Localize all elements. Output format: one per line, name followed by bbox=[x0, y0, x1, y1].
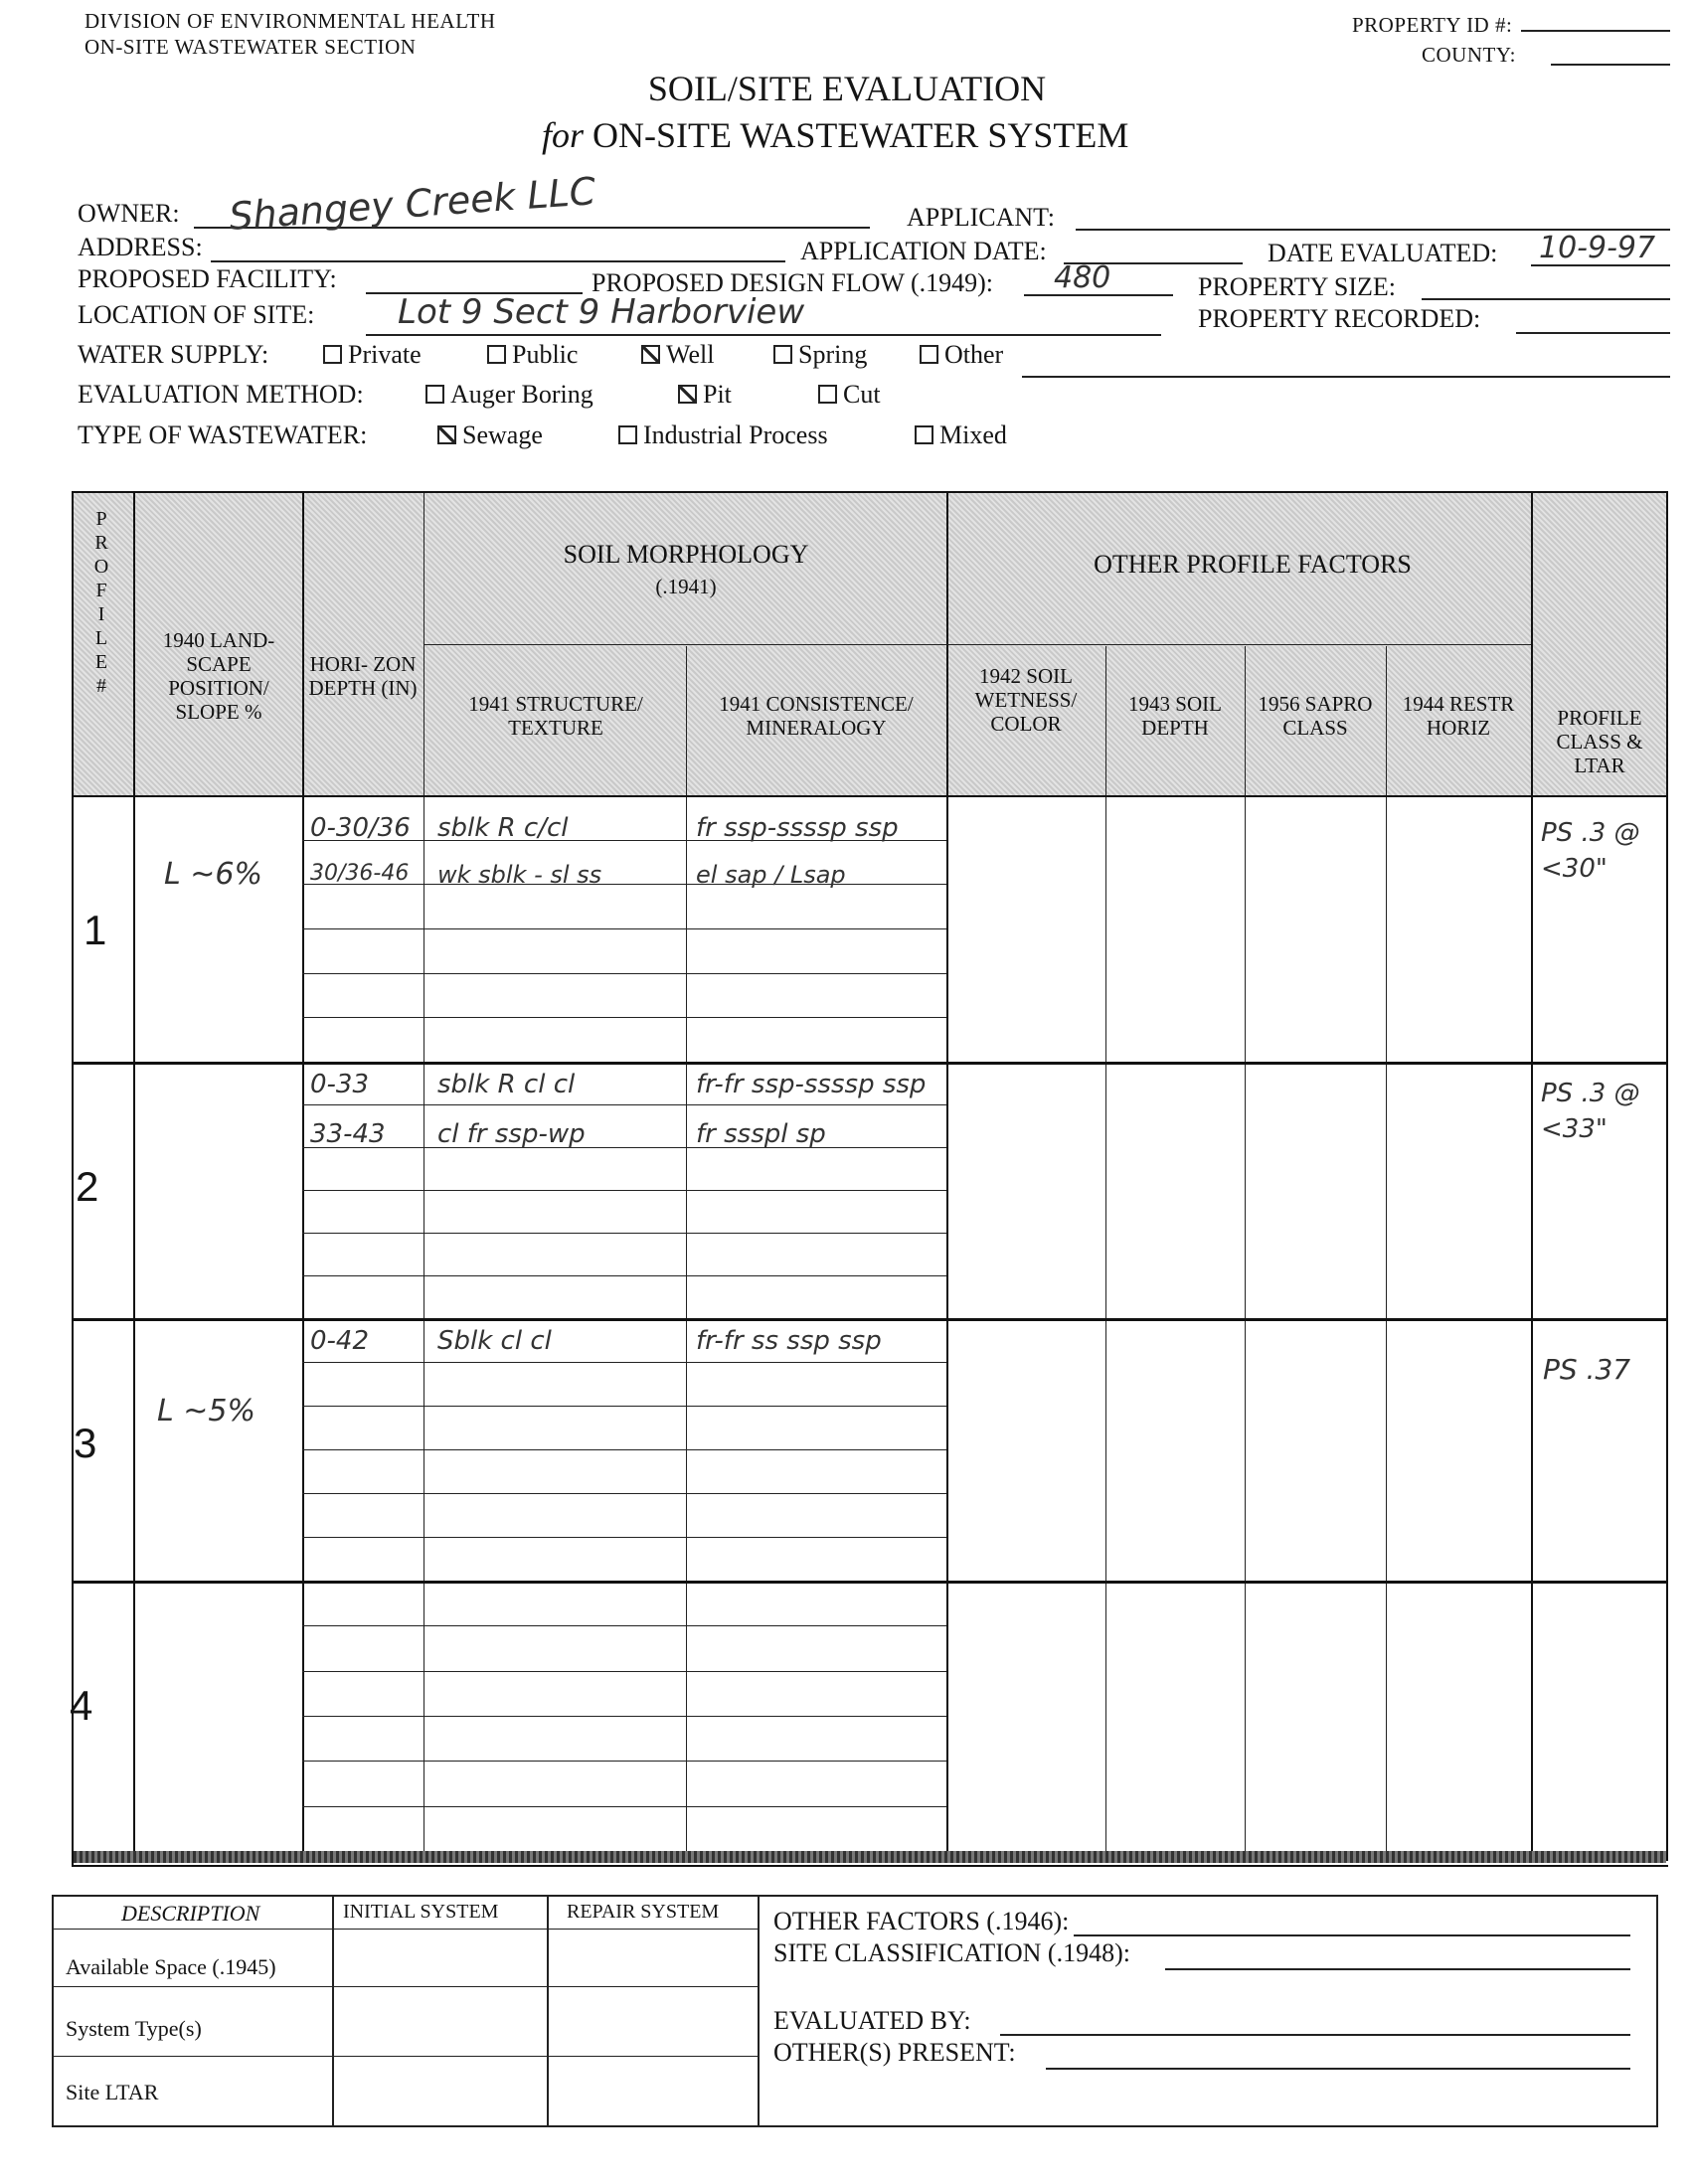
horizon-consistence: fr-fr ss ssp ssp bbox=[696, 1326, 882, 1356]
date-evaluated-value: 10-9-97 bbox=[1539, 231, 1656, 265]
header-soil-morphology: SOIL MORPHOLOGY bbox=[563, 540, 809, 569]
evaluation-method-label: EVALUATION METHOD: bbox=[78, 380, 364, 409]
profile-landscape: L ~5% bbox=[157, 1394, 255, 1428]
header-consistence: 1941 CONSISTENCE/ MINERALOGY bbox=[719, 692, 914, 740]
header-profile-class: PROFILE CLASS & LTAR bbox=[1556, 706, 1643, 777]
header-wetness: 1942 SOIL WETNESS/ COLOR bbox=[974, 664, 1078, 736]
property-id-label: PROPERTY ID #: bbox=[1352, 13, 1513, 37]
horizon-row-line bbox=[302, 1233, 946, 1234]
horizon-consistence: el sap / Lsap bbox=[696, 861, 846, 889]
col-divider bbox=[1386, 646, 1387, 1861]
horizon-row-line bbox=[302, 973, 946, 974]
design-flow-value: 480 bbox=[1054, 260, 1111, 295]
checkbox-other[interactable] bbox=[920, 340, 1003, 370]
location-label: LOCATION OF SITE: bbox=[78, 300, 315, 329]
checkbox-industrial-label: Industrial Process bbox=[643, 420, 828, 449]
horizon-structure: sblk R c/cl bbox=[437, 813, 569, 843]
location-field[interactable] bbox=[366, 334, 1161, 336]
checkbox-public[interactable] bbox=[487, 340, 578, 370]
checkbox-pit[interactable] bbox=[678, 380, 732, 410]
horizon-row-line bbox=[302, 1671, 946, 1672]
form-subtitle bbox=[542, 114, 1128, 156]
checkbox-sewage-label: Sewage bbox=[462, 420, 543, 449]
checkbox-pit-label: Pit bbox=[703, 380, 732, 409]
header-soil-depth: 1943 SOIL DEPTH bbox=[1128, 692, 1222, 740]
address-field[interactable] bbox=[211, 260, 785, 262]
checkbox-industrial[interactable] bbox=[618, 420, 828, 450]
horizon-depth: 33-43 bbox=[310, 1119, 386, 1149]
site-classification-field[interactable] bbox=[1165, 1968, 1630, 1970]
checkbox-well-label: Well bbox=[666, 340, 715, 369]
subtitle-main: ON-SITE WASTEWATER SYSTEM bbox=[593, 115, 1129, 155]
division-line-1: DIVISION OF ENVIRONMENTAL HEALTH bbox=[85, 9, 496, 33]
checkbox-sewage-box[interactable] bbox=[437, 425, 456, 444]
property-id-field[interactable] bbox=[1521, 30, 1670, 32]
profile-number: 4 bbox=[70, 1682, 93, 1729]
header-profile: P R O F I L E # bbox=[93, 508, 109, 697]
horizon-row-line bbox=[302, 1449, 946, 1450]
evaluated-by-field[interactable] bbox=[1000, 2034, 1630, 2036]
header-restr: 1944 RESTR HORIZ bbox=[1402, 692, 1515, 740]
profile-class: PS .3 @ <30" bbox=[1541, 818, 1640, 884]
date-evaluated-label: DATE EVALUATED: bbox=[1268, 239, 1498, 267]
owner-label: OWNER: bbox=[78, 199, 180, 228]
water-supply-label: WATER SUPPLY: bbox=[78, 340, 269, 369]
others-present-label: OTHER(S) PRESENT: bbox=[773, 2038, 1016, 2067]
horizon-row-line bbox=[302, 928, 946, 929]
division-line-2: ON-SITE WASTEWATER SECTION bbox=[85, 35, 417, 59]
application-date-label: APPLICATION DATE: bbox=[800, 237, 1047, 265]
table-bottom-border bbox=[74, 1851, 1666, 1863]
others-present-field[interactable] bbox=[1046, 2068, 1630, 2070]
col-divider bbox=[133, 493, 135, 1861]
profile-separator bbox=[74, 1062, 1666, 1065]
col-divider bbox=[946, 493, 948, 1861]
form-title: SOIL/SITE EVALUATION bbox=[647, 69, 1047, 108]
checkbox-other-label: Other bbox=[944, 340, 1004, 369]
header-divider bbox=[424, 644, 1531, 645]
horizon-structure: sblk R cl cl bbox=[437, 1070, 576, 1099]
col-divider bbox=[1105, 646, 1106, 1861]
checkbox-cut-label: Cut bbox=[843, 380, 881, 409]
location-value: Lot 9 Sect 9 Harborview bbox=[398, 292, 805, 332]
checkbox-pit-box[interactable] bbox=[678, 385, 697, 404]
row-available-space: Available Space (.1945) bbox=[66, 1954, 276, 1979]
horizon-row-line bbox=[302, 1806, 946, 1807]
other-factors-field[interactable] bbox=[1074, 1934, 1630, 1936]
horizon-row-line bbox=[302, 1716, 946, 1717]
header-structure: 1941 STRUCTURE/ TEXTURE bbox=[468, 692, 643, 740]
checkbox-cut[interactable] bbox=[818, 380, 881, 410]
division-name bbox=[85, 8, 495, 60]
horizon-row-line bbox=[302, 1493, 946, 1494]
col-divider bbox=[1531, 493, 1533, 1861]
checkbox-auger-label: Auger Boring bbox=[450, 380, 593, 409]
profile-class: PS .37 bbox=[1543, 1353, 1631, 1386]
horizon-consistence: fr ssp-ssssp ssp bbox=[696, 813, 899, 843]
horizon-consistence: fr-fr ssp-ssssp ssp bbox=[696, 1070, 927, 1099]
horizon-row-line bbox=[302, 1761, 946, 1762]
profile-landscape: L ~6% bbox=[164, 857, 262, 892]
horizon-row-line bbox=[302, 1625, 946, 1626]
profile-number: 3 bbox=[74, 1420, 97, 1466]
row-divider bbox=[52, 2056, 758, 2057]
header-other-factors: OTHER PROFILE FACTORS bbox=[1094, 550, 1412, 579]
horizon-row-line bbox=[302, 1406, 946, 1407]
subtitle-for: for bbox=[542, 115, 585, 155]
checkbox-well-box[interactable] bbox=[641, 345, 660, 364]
other-factors-label: OTHER FACTORS (.1946): bbox=[773, 1907, 1070, 1935]
checkbox-mixed[interactable] bbox=[915, 420, 1007, 450]
other-water-field[interactable] bbox=[1022, 376, 1670, 378]
horizon-row-line bbox=[302, 1104, 946, 1105]
col-divider bbox=[1666, 493, 1668, 1861]
horizon-row-line bbox=[302, 1190, 946, 1191]
header-sapro: 1956 SAPRO CLASS bbox=[1258, 692, 1373, 740]
applicant-label: APPLICANT: bbox=[907, 203, 1055, 232]
horizon-structure: Sblk cl cl bbox=[437, 1326, 552, 1356]
row-divider bbox=[52, 1986, 758, 1987]
property-recorded-field[interactable] bbox=[1516, 332, 1670, 334]
proposed-facility-label: PROPOSED FACILITY: bbox=[78, 264, 337, 293]
row-divider bbox=[52, 1929, 758, 1930]
horizon-row-line bbox=[302, 1017, 946, 1018]
property-size-label: PROPERTY SIZE: bbox=[1198, 272, 1396, 301]
header-bottom bbox=[74, 795, 1666, 797]
wastewater-type-label: TYPE OF WASTEWATER: bbox=[78, 420, 368, 449]
profile-number: 1 bbox=[84, 907, 107, 953]
property-recorded-label: PROPERTY RECORDED: bbox=[1198, 304, 1481, 333]
checkbox-private-label: Private bbox=[348, 340, 422, 369]
checkbox-mixed-label: Mixed bbox=[939, 420, 1007, 449]
col-divider bbox=[302, 493, 304, 1861]
checkbox-private[interactable] bbox=[323, 340, 422, 370]
horizon-consistence: fr ssspl sp bbox=[696, 1119, 826, 1149]
col-repair-system: REPAIR SYSTEM bbox=[567, 1901, 720, 1923]
checkbox-other-box[interactable] bbox=[920, 345, 938, 364]
checkbox-cut-box[interactable] bbox=[818, 385, 837, 404]
checkbox-private-box[interactable] bbox=[323, 345, 342, 364]
header-horizon: HORI- ZON DEPTH (IN) bbox=[308, 652, 418, 700]
checkbox-public-label: Public bbox=[512, 340, 579, 369]
horizon-structure: wk sblk - sl ss bbox=[437, 861, 602, 889]
site-classification-label: SITE CLASSIFICATION (.1948): bbox=[773, 1938, 1130, 1967]
horizon-structure: cl fr ssp-wp bbox=[437, 1119, 586, 1149]
checkbox-mixed-box[interactable] bbox=[915, 425, 933, 444]
horizon-depth: 30/36-46 bbox=[310, 861, 410, 886]
checkbox-spring-box[interactable] bbox=[773, 345, 792, 364]
checkbox-spring[interactable] bbox=[773, 340, 867, 370]
horizon-row-line bbox=[302, 1275, 946, 1276]
checkbox-industrial-box[interactable] bbox=[618, 425, 637, 444]
county-field[interactable] bbox=[1551, 64, 1670, 66]
col-initial-system: INITIAL SYSTEM bbox=[343, 1901, 499, 1923]
checkbox-spring-label: Spring bbox=[798, 340, 868, 369]
profile-separator bbox=[74, 1581, 1666, 1584]
horizon-depth: 0-33 bbox=[310, 1070, 370, 1099]
col-divider bbox=[686, 646, 687, 1861]
row-system-type: System Type(s) bbox=[66, 2016, 202, 2041]
col-description: DESCRIPTION bbox=[121, 1901, 260, 1926]
profile-number: 2 bbox=[76, 1163, 99, 1210]
horizon-depth: 0-30/36 bbox=[310, 813, 411, 843]
col-divider bbox=[758, 1895, 760, 2125]
horizon-row-line bbox=[302, 1147, 946, 1148]
owner-value: Shangey Creek LLC bbox=[227, 169, 597, 239]
horizon-row-line bbox=[302, 1537, 946, 1538]
checkbox-auger-boring[interactable] bbox=[425, 380, 593, 410]
checkbox-sewage[interactable] bbox=[437, 420, 543, 450]
profile-separator bbox=[74, 1318, 1666, 1321]
col-divider bbox=[1245, 646, 1246, 1861]
row-site-ltar: Site LTAR bbox=[66, 2080, 159, 2104]
header-soil-morphology-code: (.1941) bbox=[655, 575, 717, 598]
horizon-row-line bbox=[302, 1362, 946, 1363]
profile-class: PS .3 @ <33" bbox=[1541, 1079, 1640, 1144]
property-size-field[interactable] bbox=[1422, 298, 1670, 300]
county-label: COUNTY: bbox=[1422, 43, 1516, 67]
address-label: ADDRESS: bbox=[78, 233, 203, 261]
checkbox-well[interactable] bbox=[641, 340, 714, 370]
checkbox-auger-box[interactable] bbox=[425, 385, 444, 404]
checkbox-public-box[interactable] bbox=[487, 345, 506, 364]
design-flow-label: PROPOSED DESIGN FLOW (.1949): bbox=[592, 268, 993, 297]
horizon-depth: 0-42 bbox=[310, 1326, 370, 1356]
header-landscape: 1940 LAND- SCAPE POSITION/ SLOPE % bbox=[162, 628, 275, 724]
evaluated-by-label: EVALUATED BY: bbox=[773, 2006, 971, 2035]
